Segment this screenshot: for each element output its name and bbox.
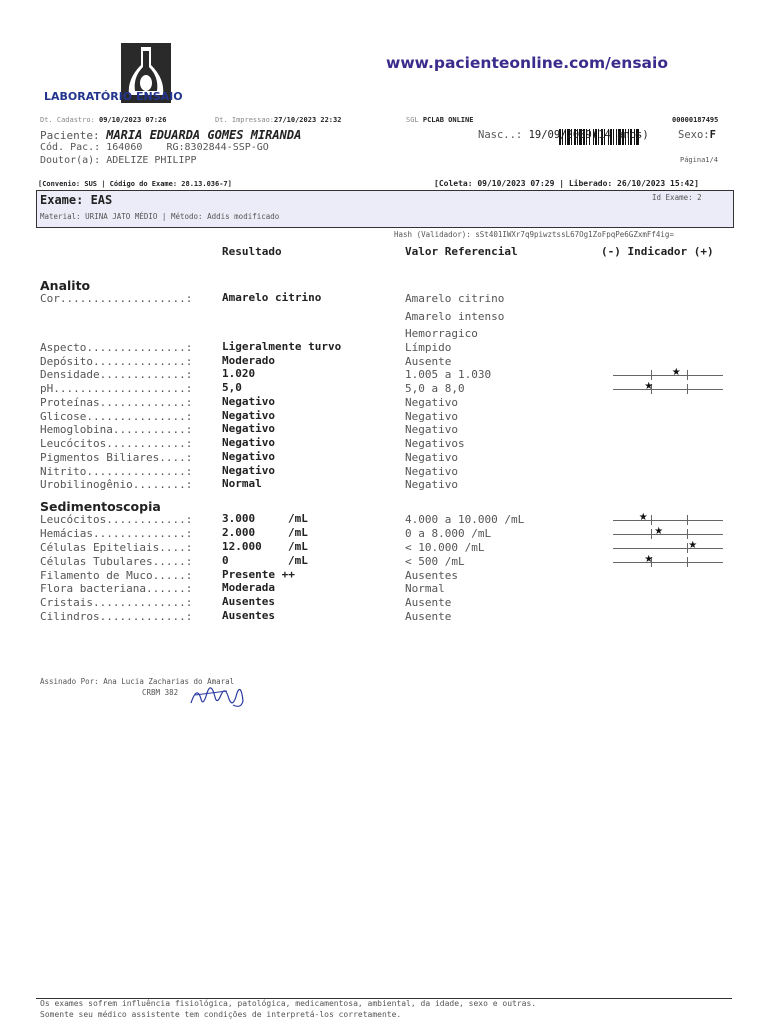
row-label: Hemácias..............: [40, 527, 193, 540]
row-label: Leucócitos............: [40, 513, 193, 526]
row-label: Cilindros.............: [40, 610, 193, 623]
row-label: Hemoglobina...........: [40, 423, 193, 436]
row-result: Ligeralmente turvo [222, 340, 342, 353]
indicator-marker-icon: ★ [644, 554, 654, 565]
row-result: Amarelo citrino [222, 291, 322, 304]
indicator-ph [613, 381, 723, 394]
sgl: SGL PCLAB ONLINE [406, 116, 474, 124]
row-result: Moderado [222, 354, 275, 367]
row-reference: 1.005 a 1.030 [405, 368, 492, 381]
row-reference: Negativo [405, 423, 458, 436]
row-result: Negativo [222, 436, 275, 449]
row-label: Aspecto...............: [40, 341, 193, 354]
dt-impressao: Dt. Impressao:27/10/2023 22:32 [215, 116, 342, 124]
row-label: Células Tubulares.....: [40, 555, 193, 568]
footer-line-2: Somente seu médico assistente tem condições de interpretá-los corretamente. [40, 1010, 402, 1019]
row-label: Leucócitos............: [40, 437, 193, 450]
row-label: Cristais..............: [40, 596, 193, 609]
indicator-marker-icon: ★ [644, 381, 654, 392]
row-reference: < 500 /mL [405, 555, 465, 568]
row-reference: Ausente [405, 610, 452, 623]
row-unit: /mL [288, 554, 308, 567]
row-unit: /mL [288, 512, 308, 525]
row-unit: /mL [288, 526, 308, 539]
indicator-densidade [613, 367, 723, 380]
row-reference: 5,0 a 8,0 [405, 382, 465, 395]
exam-id: Id Exame: 2 [652, 193, 702, 202]
convenio-line: [Convenio: SUS | Código do Exame: 28.13.036-7] [38, 180, 232, 188]
signature-signed-by: Assinado Por: Ana Lucia Zacharias do Amaral [40, 677, 235, 686]
row-label: pH....................: [40, 382, 193, 395]
row-label: Pigmentos Biliares....: [40, 451, 193, 464]
exam-header-box [36, 190, 734, 228]
row-reference: Negativo [405, 451, 458, 464]
col-resultado: Resultado [222, 245, 282, 258]
col-indicador: (-) Indicador (+) [601, 245, 714, 258]
row-reference: Amarelo citrino [405, 292, 505, 305]
row-result: Negativo [222, 409, 275, 422]
signature-crbm: CRBM 382 [142, 688, 179, 697]
row-reference: Ausente [405, 355, 452, 368]
footer-line-1: Os exames sofrem influência fisiológica, patológica, medicamentosa, ambiental, da idade, sexo e outras. [40, 999, 537, 1008]
website-link[interactable]: www.pacienteonline.com/ensaio [386, 54, 668, 72]
row-reference: Negativo [405, 410, 458, 423]
row-result: 12.000 [222, 540, 262, 553]
row-label: Filamento de Muco.....: [40, 569, 193, 582]
row-result: Negativo [222, 464, 275, 477]
row-reference: Amarelo intenso [405, 310, 505, 323]
exam-hash: Hash (Validador): sSt401IWXr7q9piwztssL67Og1ZoFpqPe6GZxmFf4ig= [394, 230, 674, 239]
row-label: Depósito..............: [40, 355, 193, 368]
indicator-leucocitos [613, 512, 723, 525]
col-valor-ref: Valor Referencial [405, 245, 518, 258]
row-label: Flora bacteriana......: [40, 582, 193, 595]
row-result: 0 [222, 554, 229, 567]
row-result: Ausentes [222, 595, 275, 608]
page-number: Página1/4 [680, 156, 718, 164]
row-label: Glicose...............: [40, 410, 193, 423]
barcode [540, 110, 662, 126]
row-reference: < 10.000 /mL [405, 541, 485, 554]
section-sedimentoscopia: Sedimentoscopia [40, 499, 161, 514]
indicator-marker-icon: ★ [654, 526, 664, 537]
row-result: Negativo [222, 450, 275, 463]
row-reference: Ausente [405, 596, 452, 609]
patient-birth: Nasc..: 19/09/2009(14 anos) [478, 129, 649, 141]
patient-code: Cód. Pac.: 164060 RG:8302844-SSP-GO [40, 142, 269, 153]
indicator-celulas-epiteliais [613, 540, 723, 553]
lab-name: LABORATÓRIO ENSAIO [44, 90, 183, 103]
exam-title: Exame: EAS [40, 193, 113, 207]
row-reference: 4.000 a 10.000 /mL [405, 513, 525, 526]
row-result: Moderada [222, 581, 275, 594]
row-reference: Negativo [405, 465, 458, 478]
row-unit: /mL [288, 540, 308, 553]
row-reference: Negativos [405, 437, 465, 450]
indicator-celulas-tubulares [613, 554, 723, 567]
exam-material: Material: URINA JATO MÉDIO | Método: Addis modificado [40, 212, 280, 221]
row-reference: Negativo [405, 396, 458, 409]
row-label: Urobilinogênio........: [40, 478, 193, 491]
row-result: Presente ++ [222, 568, 295, 581]
row-label: Densidade.............: [40, 368, 193, 381]
row-label: Cor...................: [40, 292, 193, 305]
row-label: Células Epiteliais....: [40, 541, 193, 554]
row-result: Normal [222, 477, 262, 490]
barcode-number: 00000187495 [672, 116, 719, 124]
row-result: Ausentes [222, 609, 275, 622]
lab-logo [102, 24, 152, 84]
row-reference: Hemorragico [405, 327, 478, 340]
row-result: 3.000 [222, 512, 256, 525]
patient-sex: Sexo:F [678, 129, 716, 141]
row-reference: Límpido [405, 341, 452, 354]
indicator-hemacias [613, 526, 723, 539]
section-analito: Analito [40, 278, 91, 293]
row-reference: Normal [405, 582, 445, 595]
patient-doctor: Doutor(a): ADELIZE PHILIPP [40, 155, 197, 166]
row-result: 1.020 [222, 367, 256, 380]
row-reference: 0 a 8.000 /mL [405, 527, 492, 540]
coleta-line: [Coleta: 09/10/2023 07:29 | Liberado: 26/10/2023 15:42] [434, 179, 699, 188]
row-label: Nitrito...............: [40, 465, 193, 478]
row-reference: Negativo [405, 478, 458, 491]
row-reference: Ausentes [405, 569, 458, 582]
row-result: Negativo [222, 422, 275, 435]
row-result: 2.000 [222, 526, 256, 539]
indicator-marker-icon: ★ [688, 540, 698, 551]
row-label: Proteínas.............: [40, 396, 193, 409]
indicator-marker-icon: ★ [671, 367, 681, 378]
indicator-marker-icon: ★ [638, 512, 648, 523]
row-result: Negativo [222, 395, 275, 408]
row-result: 5,0 [222, 381, 242, 394]
dt-cadastro: Dt. Cadastro: 09/10/2023 07:26 [40, 116, 167, 124]
patient-name: Paciente: MARIA EDUARDA GOMES MIRANDA [40, 128, 302, 142]
